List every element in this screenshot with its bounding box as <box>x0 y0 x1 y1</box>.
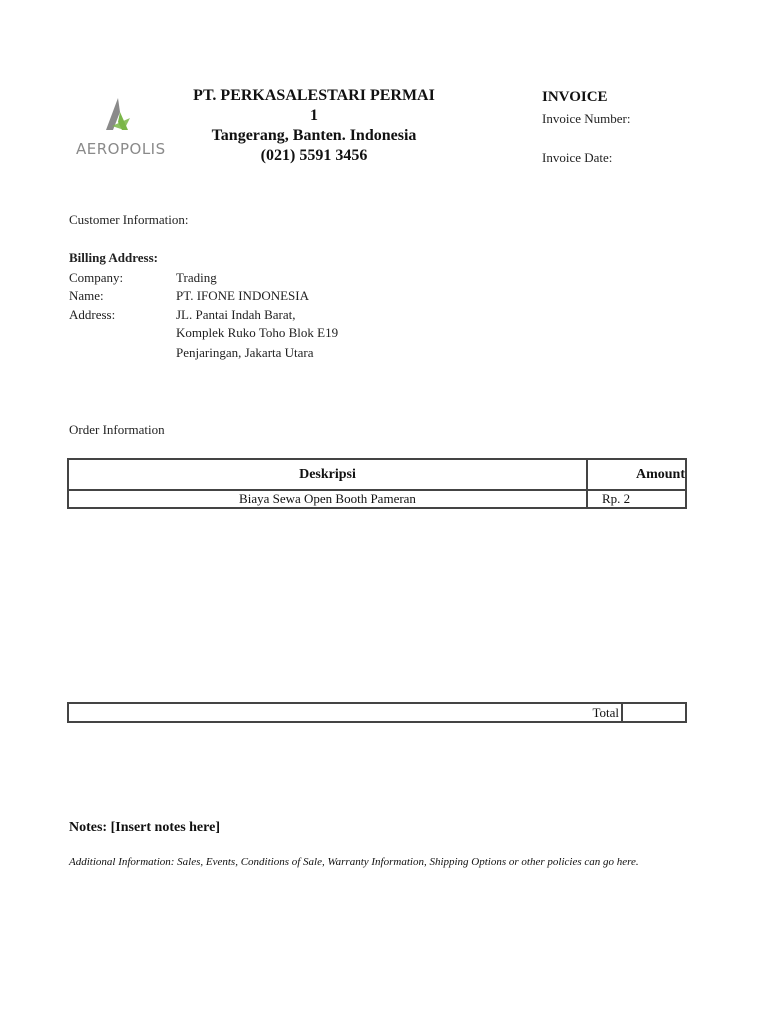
address-label: Address: <box>69 307 116 322</box>
total-label: Total <box>68 703 622 722</box>
order-info-label: Order Information <box>69 422 165 437</box>
order-table <box>67 458 687 509</box>
total-table <box>67 702 687 723</box>
billing-address-label: Billing Address: <box>69 250 158 265</box>
name-value: PT. IFONE INDONESIA <box>176 288 310 303</box>
total-value <box>622 703 686 722</box>
logo-text: AEROPOLIS <box>76 140 166 158</box>
aeropolis-logo-icon <box>68 96 178 140</box>
company-name: PT. PERKASALESTARI PERMAI <box>193 87 435 104</box>
invoice-number-label: Invoice Number: <box>542 111 631 126</box>
company-city: Tangerang, Banten. Indonesia <box>211 127 417 144</box>
name-label: Name: <box>69 288 104 303</box>
company-value: Trading <box>176 270 217 285</box>
company-header <box>164 86 464 166</box>
row-amount: Rp. 2 <box>587 490 686 508</box>
address-line-1: JL. Pantai Indah Barat, <box>176 307 296 322</box>
company-phone: (021) 5591 3456 <box>260 147 368 164</box>
address-line-2: Komplek Ruko Toho Blok E19 <box>176 325 339 340</box>
company-label: Company: <box>69 270 124 285</box>
notes-title: Notes: [Insert notes here] <box>69 820 220 835</box>
invoice-title: INVOICE <box>542 89 608 105</box>
aeropolis-logo <box>68 96 178 162</box>
additional-information: Additional Information: Sales, Events, Conditions of Sale, Warranty Information, Shipping Options or other policies can go here. <box>69 856 639 868</box>
total-row <box>68 703 686 722</box>
table-row <box>68 490 686 508</box>
header-description: Deskripsi <box>68 459 587 490</box>
row-description: Biaya Sewa Open Booth Pameran <box>68 490 587 508</box>
header-amount: Amount <box>587 459 686 490</box>
address-line-3: Penjaringan, Jakarta Utara <box>176 345 314 360</box>
company-line2: 1 <box>310 107 318 124</box>
customer-info-label: Customer Information: <box>69 212 189 227</box>
order-table-header <box>68 459 686 490</box>
invoice-date-label: Invoice Date: <box>542 150 613 165</box>
